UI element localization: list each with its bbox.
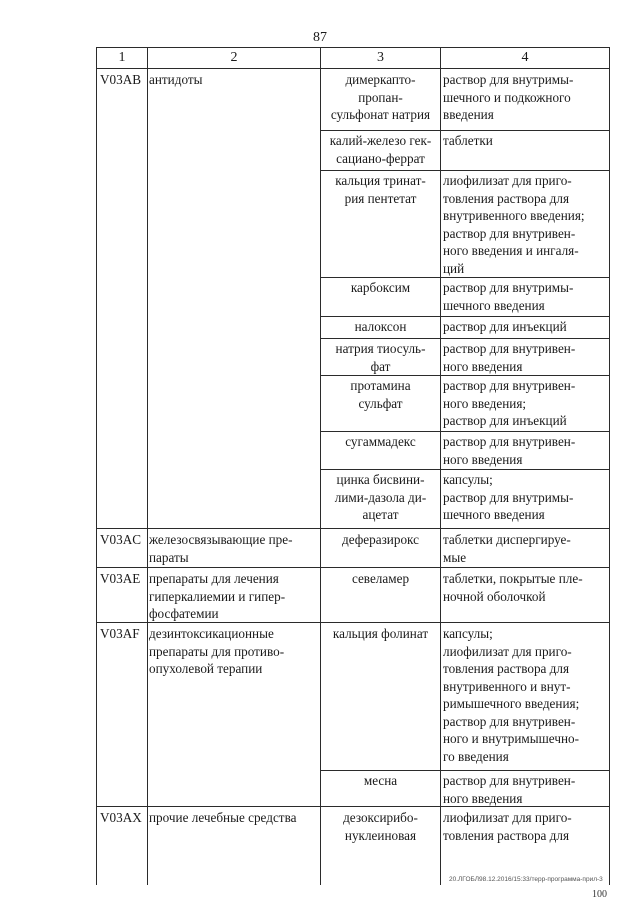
header-col-1: 1 xyxy=(118,50,126,65)
drug-name: протамина сульфат xyxy=(350,378,411,411)
dosage-form: лиофилизат для приго- товления раствора для xyxy=(443,810,572,843)
dosage-form: таблетки, покрытые пле- ночной оболочкой xyxy=(443,571,583,604)
drug-name: калий-железо гек- сациано-феррат xyxy=(329,133,432,166)
group-code: V03AC xyxy=(100,532,142,547)
header-col-4: 4 xyxy=(521,50,529,65)
group-name: препараты для лечения гиперкалиемии и гипер- фосфатемии xyxy=(149,571,286,621)
dosage-form: капсулы; лиофилизат для приго- товления раствора для внутривенного и внут- римышечного введения; раствор для внутривен- ного и внутримышечно- го введения xyxy=(443,626,580,764)
dosage-form: раствор для внутривен- ного введения xyxy=(443,434,576,467)
group-name: дезинтоксикационные препараты для противо- опухолевой терапии xyxy=(149,626,285,676)
drug-name: димеркапто- пропан- сульфонат натрия xyxy=(330,72,431,122)
group-code: V03AX xyxy=(100,810,142,825)
drug-name: цинка бисвини- лими-дазола ди- ацетат xyxy=(334,472,427,522)
dosage-form: лиофилизат для приго- товления раствора для внутривенного введения; раствор для внутривен- ного введения и ингаля- ций xyxy=(443,173,585,276)
group-code: V03AB xyxy=(100,72,142,87)
dosage-form: раствор для внутривен- ного введения xyxy=(443,341,576,374)
group-name: антидоты xyxy=(149,72,203,87)
drug-name: кальция тринат- рия пентетат xyxy=(335,173,426,206)
dosage-form: раствор для внутривен- ного введения; раствор для инъекций xyxy=(443,378,576,428)
dosage-form: капсулы; раствор для внутримы- шечного введения xyxy=(443,472,574,522)
footer-note: 20.ЛГОБЛ98.12.2016/15:33/терр-программа-прил-3 xyxy=(449,876,603,883)
header-col-2: 2 xyxy=(230,50,238,65)
dosage-form: раствор для внутривен- ного введения xyxy=(443,773,576,806)
drug-name: натрия тиосуль- фат xyxy=(335,341,426,374)
header-col-3: 3 xyxy=(377,50,384,65)
drug-name: карбоксим xyxy=(350,280,411,295)
dosage-form: таблетки диспергируе- мые xyxy=(443,532,571,565)
drug-name: дезоксирибо- нуклеиновая xyxy=(343,810,418,843)
drug-name: кальция фолинат xyxy=(332,626,429,641)
drug-name: месна xyxy=(363,773,398,788)
group-name: железосвязывающие пре- параты xyxy=(149,532,293,565)
dosage-form: раствор для внутримы- шечного введения xyxy=(443,280,574,313)
dosage-form: раствор для внутримы- шечного и подкожного введения xyxy=(443,72,574,122)
drug-name: севеламер xyxy=(351,571,410,586)
group-code: V03AE xyxy=(100,571,141,586)
group-code: V03AF xyxy=(100,626,140,641)
group-name: прочие лечебные средства xyxy=(149,810,297,825)
page-number: 87 xyxy=(313,30,327,45)
drug-name: сугаммадекс xyxy=(345,434,416,449)
sheet-number: 100 xyxy=(592,889,607,900)
drug-name: налоксон xyxy=(354,319,407,334)
drug-name: деферазирокс xyxy=(342,532,419,547)
dosage-form: раствор для инъекций xyxy=(443,319,567,334)
dosage-form: таблетки xyxy=(443,133,493,148)
